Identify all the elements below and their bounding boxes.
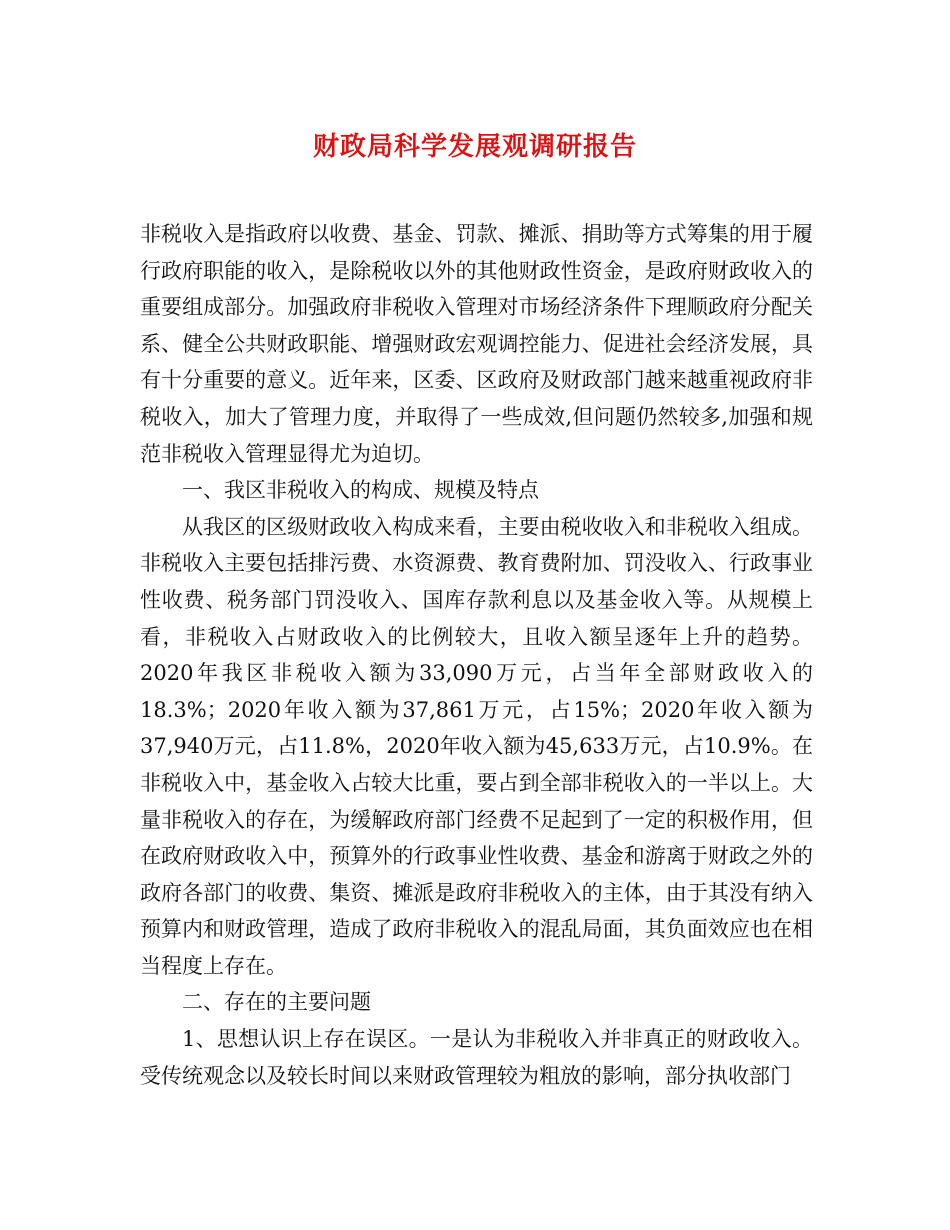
document-body <box>140 216 813 1094</box>
section-heading-2: 二、存在的主要问题 <box>182 990 371 1015</box>
intro-paragraph: 非税收入是指政府以收费、基金、罚款、摊派、捐助等方式筹集的用于履行政府职能的收入，是除税收以外的其他财政性资金，是政府财政收入的重要组成部分。加强政府非税收入管理对市场经济条件下理顺政府分配关系、健全公共财政职能、增强财政宏观调控能力、促进社会经济发展，具有十分重要的意义。近年来，区委、区政府及财政部门越来越重视政府非税收入，加大了管理力度，并取得了一些成效,但问题仍然较多,加强和规范非税收入管理显得尤为迫切。 <box>140 222 813 466</box>
section-heading-1: 一、我区非税收入的构成、规模及特点 <box>182 478 539 503</box>
document-title: 财政局科学发展观调研报告 <box>312 132 637 162</box>
section-1-paragraph: 从我区的区级财政收入构成来看，主要由税收收入和非税收入组成。非税收入主要包括排污费、水资源费、教育费附加、罚没收入、行政事业性收费、税务部门罚没收入、国库存款利息以及基金收入等。从规模上看，非税收入占财政收入的比例较大，且收入额呈逐年上升的趋势。2020年我区非税收入额为33,090万元，占当年全部财政收入的18.3%；2020年收入额为37,861万元，占15%；2020年收入额为37,940万元，占11.8%，2020年收入额为45,633万元，占10.9%。在非税收入中，基金收入占较大比重，要占到全部非税收入的一半以上。大量非税收入的存在，为缓解政府部门经费不足起到了一定的积极作用，但在政府财政收入中，预算外的行政事业性收费、基金和游离于财政之外的政府各部门的收费、集资、摊派是政府非税收入的主体，由于其没有纳入预算内和财政管理，造成了政府非税收入的混乱局面，其负面效应也在相当程度上存在。 <box>140 514 813 978</box>
section-2-paragraph: 1、思想认识上存在误区。一是认为非税收入并非真正的财政收入。受传统观念以及较长时间以来财政管理较为粗放的影响，部分执收部门 <box>140 1027 813 1088</box>
